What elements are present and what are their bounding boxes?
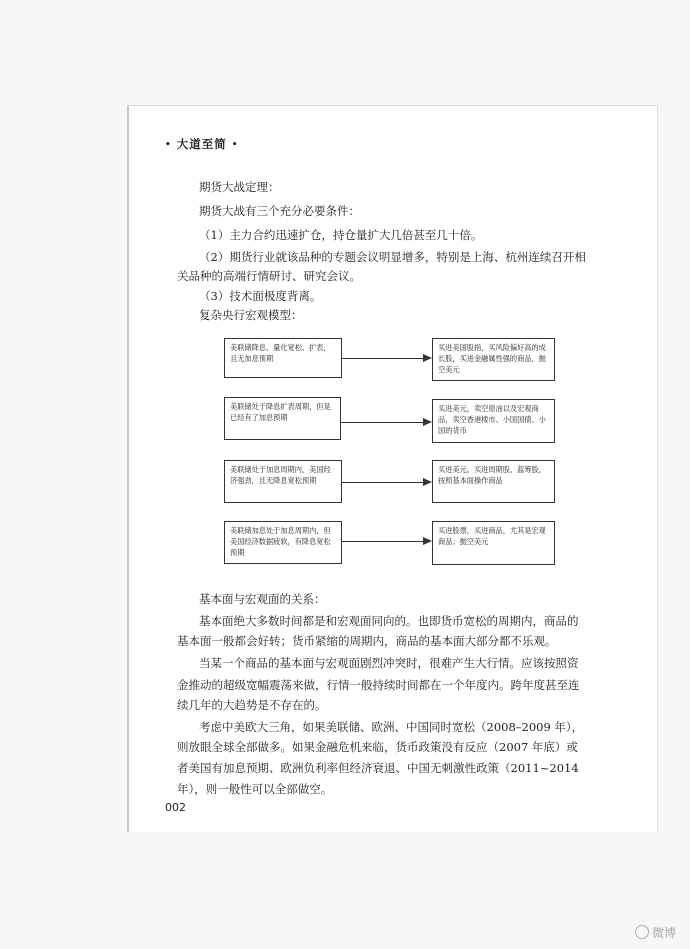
page-number: 002 — [165, 801, 186, 814]
paragraph: 续几年的大趋势是不存在的。 — [177, 698, 327, 712]
arrow-head — [423, 537, 432, 545]
action-box: 买进美元，卖空原油以及宏观商品，卖空香港楼市、小国国债、小国的货币 — [432, 399, 555, 443]
condition-box: 美联储降息、量化宽松、扩表，且无加息预期 — [224, 338, 342, 378]
action-box: 买进美元，买进周期股、蓝筹股，按照基本面操作商品 — [432, 460, 555, 503]
action-box: 买进股票，买进商品，尤其是宏观商品；抛空美元 — [432, 521, 555, 565]
condition-box: 美联储处于加息周期内，美国经济强劲，且无降息宽松预期 — [224, 460, 342, 503]
arrow-head — [423, 418, 432, 426]
arrow — [341, 422, 427, 423]
watermark-text: 微博 — [651, 926, 676, 940]
paragraph: 者美国有加息预期、欧洲负利率但经济衰退、中国无刺激性政策（2011~2014 — [177, 761, 579, 775]
arrow — [342, 541, 427, 542]
paragraph: （1）主力合约迅速扩仓，持仓量扩大几倍甚至几十倍。 — [199, 228, 483, 242]
arrow-head — [423, 354, 432, 362]
paragraph: 期货大战定理： — [199, 180, 280, 194]
paragraph: 考虑中美欧大三角，如果美联储、欧洲、中国同时宽松（2008–2009 年）， — [199, 720, 584, 734]
paragraph: 基本面与宏观面的关系： — [199, 592, 326, 606]
running-header: • 大道至简 • — [165, 137, 239, 151]
condition-box: 美联储加息处于加息周期内，但美国经济数据疲软，有降息宽松预期 — [224, 521, 342, 564]
weibo-logo-icon — [635, 925, 649, 939]
header-title: 大道至简 — [176, 137, 227, 151]
paragraph: （3）技术面极度背离。 — [199, 289, 322, 303]
paragraph: （2）期货行业就该品种的专题会议明显增多，特别是上海、杭州连续召开相 — [199, 250, 586, 264]
arrow — [342, 482, 427, 483]
paragraph: 则放眼全球全部做多。如果金融危机来临，货币政策没有反应（2007 年底）或 — [177, 740, 578, 754]
action-box: 买进美国股指，买风险偏好高的成长股，买进金融属性强的商品，抛空美元 — [432, 338, 555, 381]
paragraph: 期货大战有三个充分必要条件： — [199, 204, 360, 218]
paragraph: 年），则一般性可以全部做空。 — [177, 782, 333, 796]
arrow-head — [423, 478, 432, 486]
book-page — [127, 105, 657, 832]
paragraph: 复杂央行宏观模型： — [199, 308, 303, 322]
arrow — [342, 358, 427, 359]
paragraph: 当某一个商品的基本面与宏观面剧烈冲突时，很难产生大行情。应该按照资 — [199, 656, 579, 670]
paragraph: 基本面一般都会好转；货币紧缩的周期内，商品的基本面大部分都不乐观。 — [177, 634, 557, 648]
watermark — [635, 924, 676, 941]
condition-box: 美联储处于降息扩表周期，但是已经有了加息预期 — [224, 397, 341, 440]
paragraph: 关品种的高端行情研讨、研究会议。 — [177, 269, 361, 283]
paragraph: 基本面绝大多数时间都是和宏观面同向的。也即货币宽松的周期内，商品的 — [199, 614, 579, 628]
paragraph: 金推动的超级宽幅震荡来做，行情一般持续时间都在一个年度内。跨年度甚至连 — [177, 678, 580, 692]
